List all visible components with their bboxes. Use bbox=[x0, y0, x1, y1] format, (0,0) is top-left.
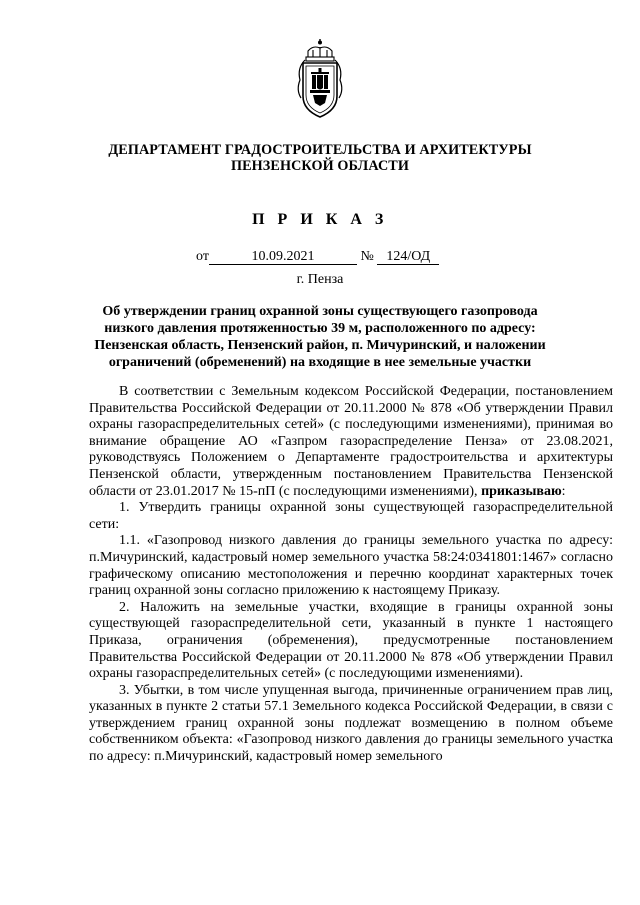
preamble-bold-order-word: приказываю bbox=[481, 483, 562, 499]
department-name-line-1: ДЕПАРТАМЕНТ ГРАДОСТРОИТЕЛЬСТВА И АРХИТЕКТУРЫ bbox=[108, 142, 532, 158]
number-sign: № bbox=[360, 249, 374, 264]
order-body bbox=[89, 384, 613, 766]
paragraph-item-1-1: 1.1. «Газопровод низкого давления до границы земельного участка по адресу: п.Мичуринский, кадастровый номер земельного участка 58:24:0341801:1467» согласно графическому описанию местоположения и перечню координат характерных точек границ охранной зоны согласно приложению к настоящему Приказу. bbox=[89, 533, 613, 599]
paragraph-item-3: 3. Убытки, в том числе упущенная выгода, причиненные ограничением прав лиц, указанных в пункте 2 статьи 57.1 Земельного кодекса Российской Федерации, в связи с утверждением границ охранной зоны подлежат возмещению в полном объеме собственником объекта: «Газопровод низкого давления до границы земельного участка по адресу: п.Мичуринский, кадастровый номер земельного bbox=[89, 682, 613, 765]
penza-region-coat-of-arms-icon bbox=[291, 38, 349, 120]
order-city: г. Пенза bbox=[296, 272, 344, 287]
paragraph-item-2: 2. Наложить на земельные участки, входящие в границы охранной зоны существующей газораспределительной сети, указанный в пункте 1 настоящего Приказа, ограничения (обременения), предусмотренные постановлением Правительства Российской Федерации от 20.11.2000 № 878 «Об утверждении Правил охраны газораспределительных сетей» (с последующими изменениями). bbox=[89, 599, 613, 682]
paragraph-preamble bbox=[89, 384, 613, 500]
preamble-tail: : bbox=[561, 483, 566, 499]
preamble-text: В соответствии с Земельным кодексом Российской Федерации, постановлением Правительства Российской Федерации от 20.11.2000 № 878 «Об утверждении Правил охраны газораспределительных сетей» (с последующими изменениями), принимая во внимание обращение АО «Газпром газораспределение Пенза» от 23.08.2021, руководствуясь Положением о Департаменте градостроительства и архитектуры Пензенской области, утвержденным постановлением Правительства Пензенской области от 23.01.2017 № 15-пП (с последующими изменениями), bbox=[89, 384, 613, 499]
department-name bbox=[60, 142, 580, 174]
order-title: Об утверждении границ охранной зоны существующего газопровода низкого давления протяженностью 39 м, расположенного по адресу: Пензенская область, Пензенский район, п. Мичуринский, и наложении ограничений (обременений) на входящие в нее земельные участки bbox=[94, 304, 546, 370]
paragraph-item-1: 1. Утвердить границы охранной зоны существующей газораспределительной сети: bbox=[89, 500, 613, 532]
order-number: 124/ОД bbox=[377, 249, 439, 265]
document-heading: П Р И К А З bbox=[252, 211, 388, 228]
department-name-line-2: ПЕНЗЕНСКОЙ ОБЛАСТИ bbox=[230, 158, 410, 174]
order-date-number-line bbox=[196, 249, 439, 265]
date-prefix: от bbox=[196, 249, 209, 264]
order-date: 10.09.2021 bbox=[209, 249, 357, 265]
